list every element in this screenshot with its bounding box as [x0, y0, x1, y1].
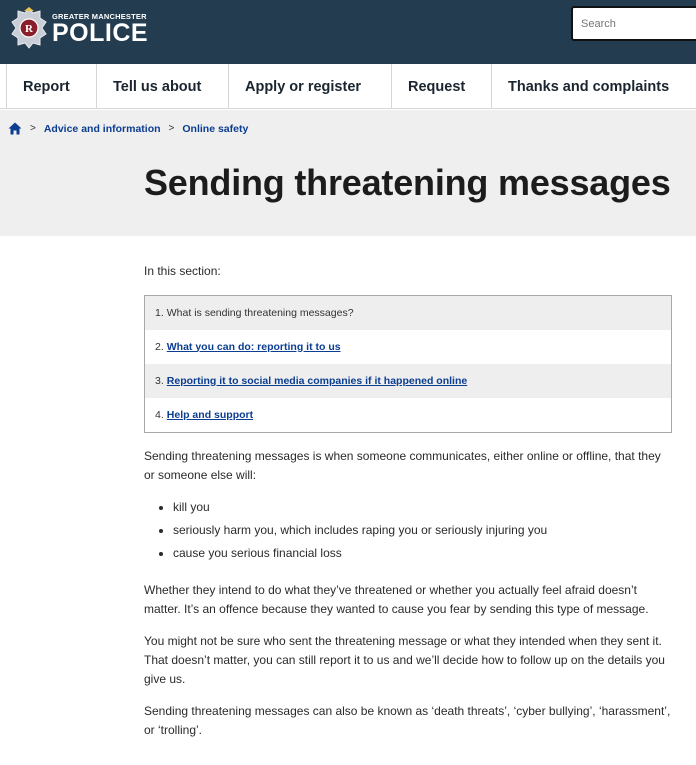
- section-label: In this section:: [144, 264, 221, 278]
- toc-item-current: [145, 296, 671, 330]
- section-contents: [144, 295, 672, 433]
- threat-list: [173, 498, 672, 563]
- toc-number: 2.: [155, 340, 164, 353]
- nav-item-label: Apply or register: [245, 78, 362, 95]
- site-logo[interactable]: [10, 4, 149, 52]
- main-navigation: [0, 64, 696, 109]
- nav-item-label: Request: [408, 78, 466, 95]
- search-input[interactable]: [573, 8, 696, 39]
- nav-item-apply-or-register[interactable]: [228, 64, 391, 109]
- nav-item-label: Tell us about: [113, 78, 202, 95]
- breadcrumb-separator: >: [30, 123, 36, 134]
- nav-item-report[interactable]: [6, 64, 96, 109]
- toc-label: What is sending threatening messages?: [166, 306, 354, 319]
- toc-item: [145, 364, 671, 398]
- intro-paragraph: Sending threatening messages is when someone communicates, either online or offline, that they or someone else will:: [144, 449, 661, 482]
- search-box: [571, 6, 696, 41]
- toc-link-reporting-to-us[interactable]: What you can do: reporting it to us: [166, 340, 341, 353]
- toc-item: [145, 398, 671, 432]
- toc-number: 4.: [155, 408, 164, 421]
- police-badge-icon: [10, 6, 48, 50]
- toc-number: 1.: [155, 306, 164, 319]
- body-paragraph: You might not be sure who sent the threatening message or what they intended when they sent it. That doesn’t matter, you can still report it to us and we’ll decide how to follow up on the details you give us.: [144, 634, 665, 686]
- nav-item-tell-us-about[interactable]: [96, 64, 228, 109]
- list-item: • seriously harm you, which includes raping you or seriously injuring you: [173, 521, 672, 540]
- page-title: Sending threatening messages: [144, 162, 671, 203]
- logo-title: POLICE: [52, 18, 149, 47]
- toc-link-social-media-reporting[interactable]: Reporting it to social media companies if it happened online: [166, 374, 468, 387]
- breadcrumb-separator: >: [168, 123, 175, 134]
- body-paragraph: Whether they intend to do what they’ve threatened or whether you actually feel afraid doesn’t matter. It’s an offence because they wanted to cause you fear by sending this type of message.: [144, 583, 649, 616]
- list-item: • kill you: [173, 498, 672, 517]
- body-paragraph: Sending threatening messages can also be known as ‘death threats’, ‘cyber bullying’, ‘harassment’, or ‘trolling’.: [144, 704, 671, 737]
- breadcrumb: [8, 122, 248, 135]
- list-item: • cause you serious financial loss: [173, 544, 672, 563]
- site-header: [0, 0, 696, 64]
- nav-item-request[interactable]: [391, 64, 491, 109]
- nav-item-label: Report: [23, 78, 70, 95]
- main-content: [144, 262, 672, 753]
- toc-number: 3.: [155, 374, 164, 387]
- toc-link-help-and-support[interactable]: Help and support: [166, 408, 254, 421]
- svg-text:R: R: [25, 23, 33, 35]
- nav-item-thanks-and-complaints[interactable]: [491, 64, 696, 109]
- breadcrumb-advice-and-information[interactable]: Advice and information: [43, 122, 161, 135]
- page-header: [0, 110, 696, 236]
- nav-item-label: Thanks and complaints: [508, 78, 670, 95]
- logo-subtitle: GREATER MANCHESTER: [52, 11, 147, 21]
- toc-item: [145, 330, 671, 364]
- breadcrumb-online-safety[interactable]: Online safety: [182, 122, 249, 135]
- home-icon[interactable]: [8, 122, 22, 135]
